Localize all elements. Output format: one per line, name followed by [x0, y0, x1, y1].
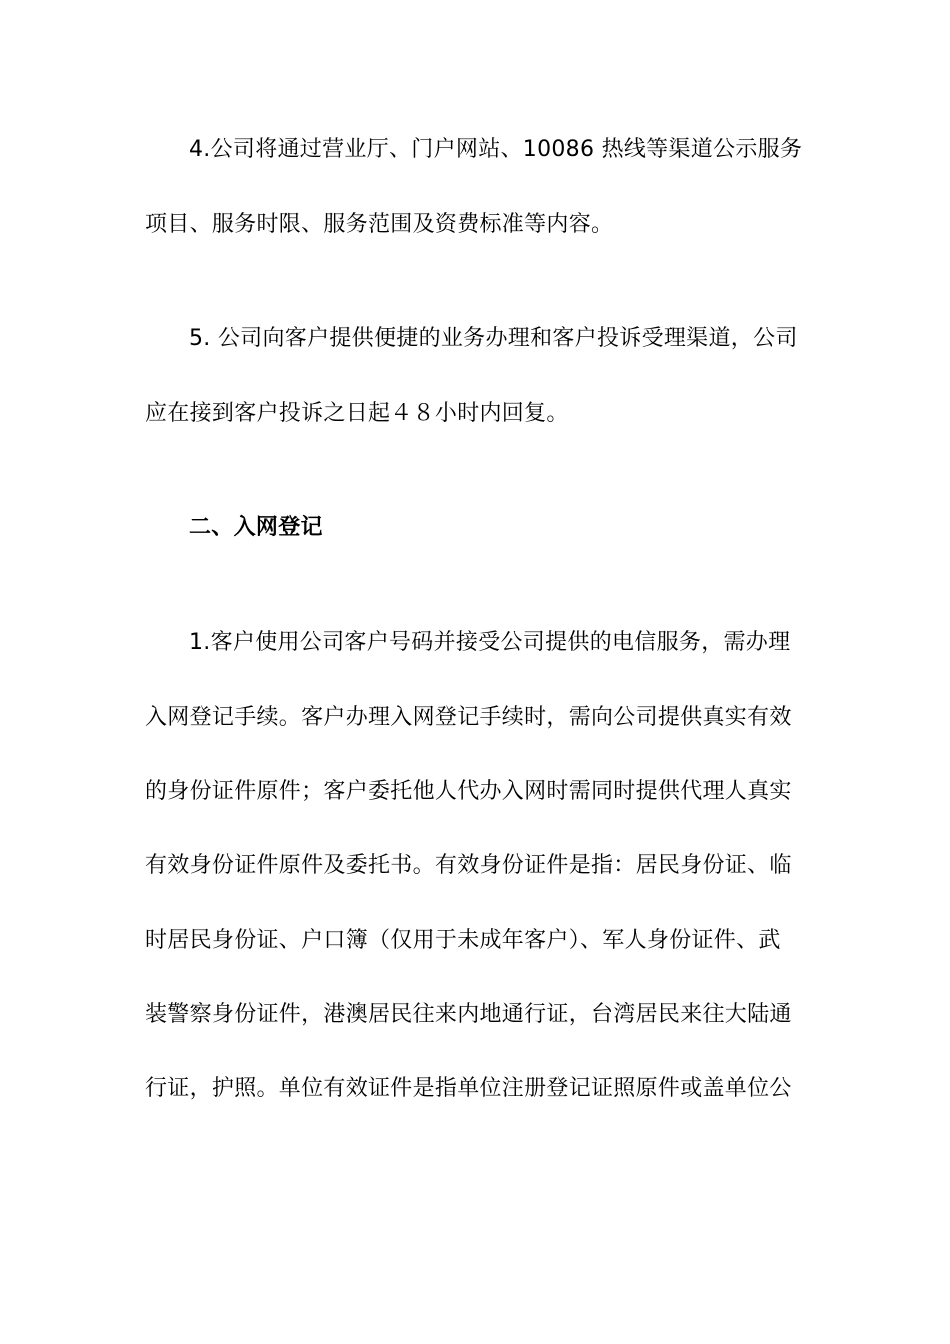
paragraph-4-line-1: 4.公司将通过营业厅、门户网站、10086 热线等渠道公示服务 [189, 137, 803, 162]
paragraph-4-line-2: 项目、服务时限、服务范围及资费标准等内容。 [145, 212, 614, 237]
paragraph-1-line-1: 1.客户使用公司客户号码并接受公司提供的电信服务，需办理 [189, 630, 791, 655]
section-heading: 二、入网登记 [189, 515, 323, 540]
paragraph-1-line-2: 入网登记手续。客户办理入网登记手续时，需向公司提供真实有效 [145, 705, 792, 730]
paragraph-1-line-7: 行证，护照。单位有效证件是指单位注册登记证照原件或盖单位公 [145, 1076, 792, 1101]
paragraph-1-line-6: 装警察身份证件，港澳居民往来内地通行证，台湾居民来往大陆通 [145, 1002, 792, 1027]
paragraph-1-line-3: 的身份证件原件；客户委托他人代办入网时需同时提供代理人真实 [145, 779, 792, 804]
paragraph-5-line-1: 5. 公司向客户提供便捷的业务办理和客户投诉受理渠道，公司 [189, 326, 798, 351]
paragraph-5-line-2: 应在接到客户投诉之日起４８小时内回复。 [145, 401, 569, 426]
paragraph-1-line-4: 有效身份证件原件及委托书。有效身份证件是指：居民身份证、临 [145, 853, 792, 878]
paragraph-1-line-5: 时居民身份证、户口簿（仅用于未成年客户）、军人身份证件、武 [145, 928, 781, 953]
